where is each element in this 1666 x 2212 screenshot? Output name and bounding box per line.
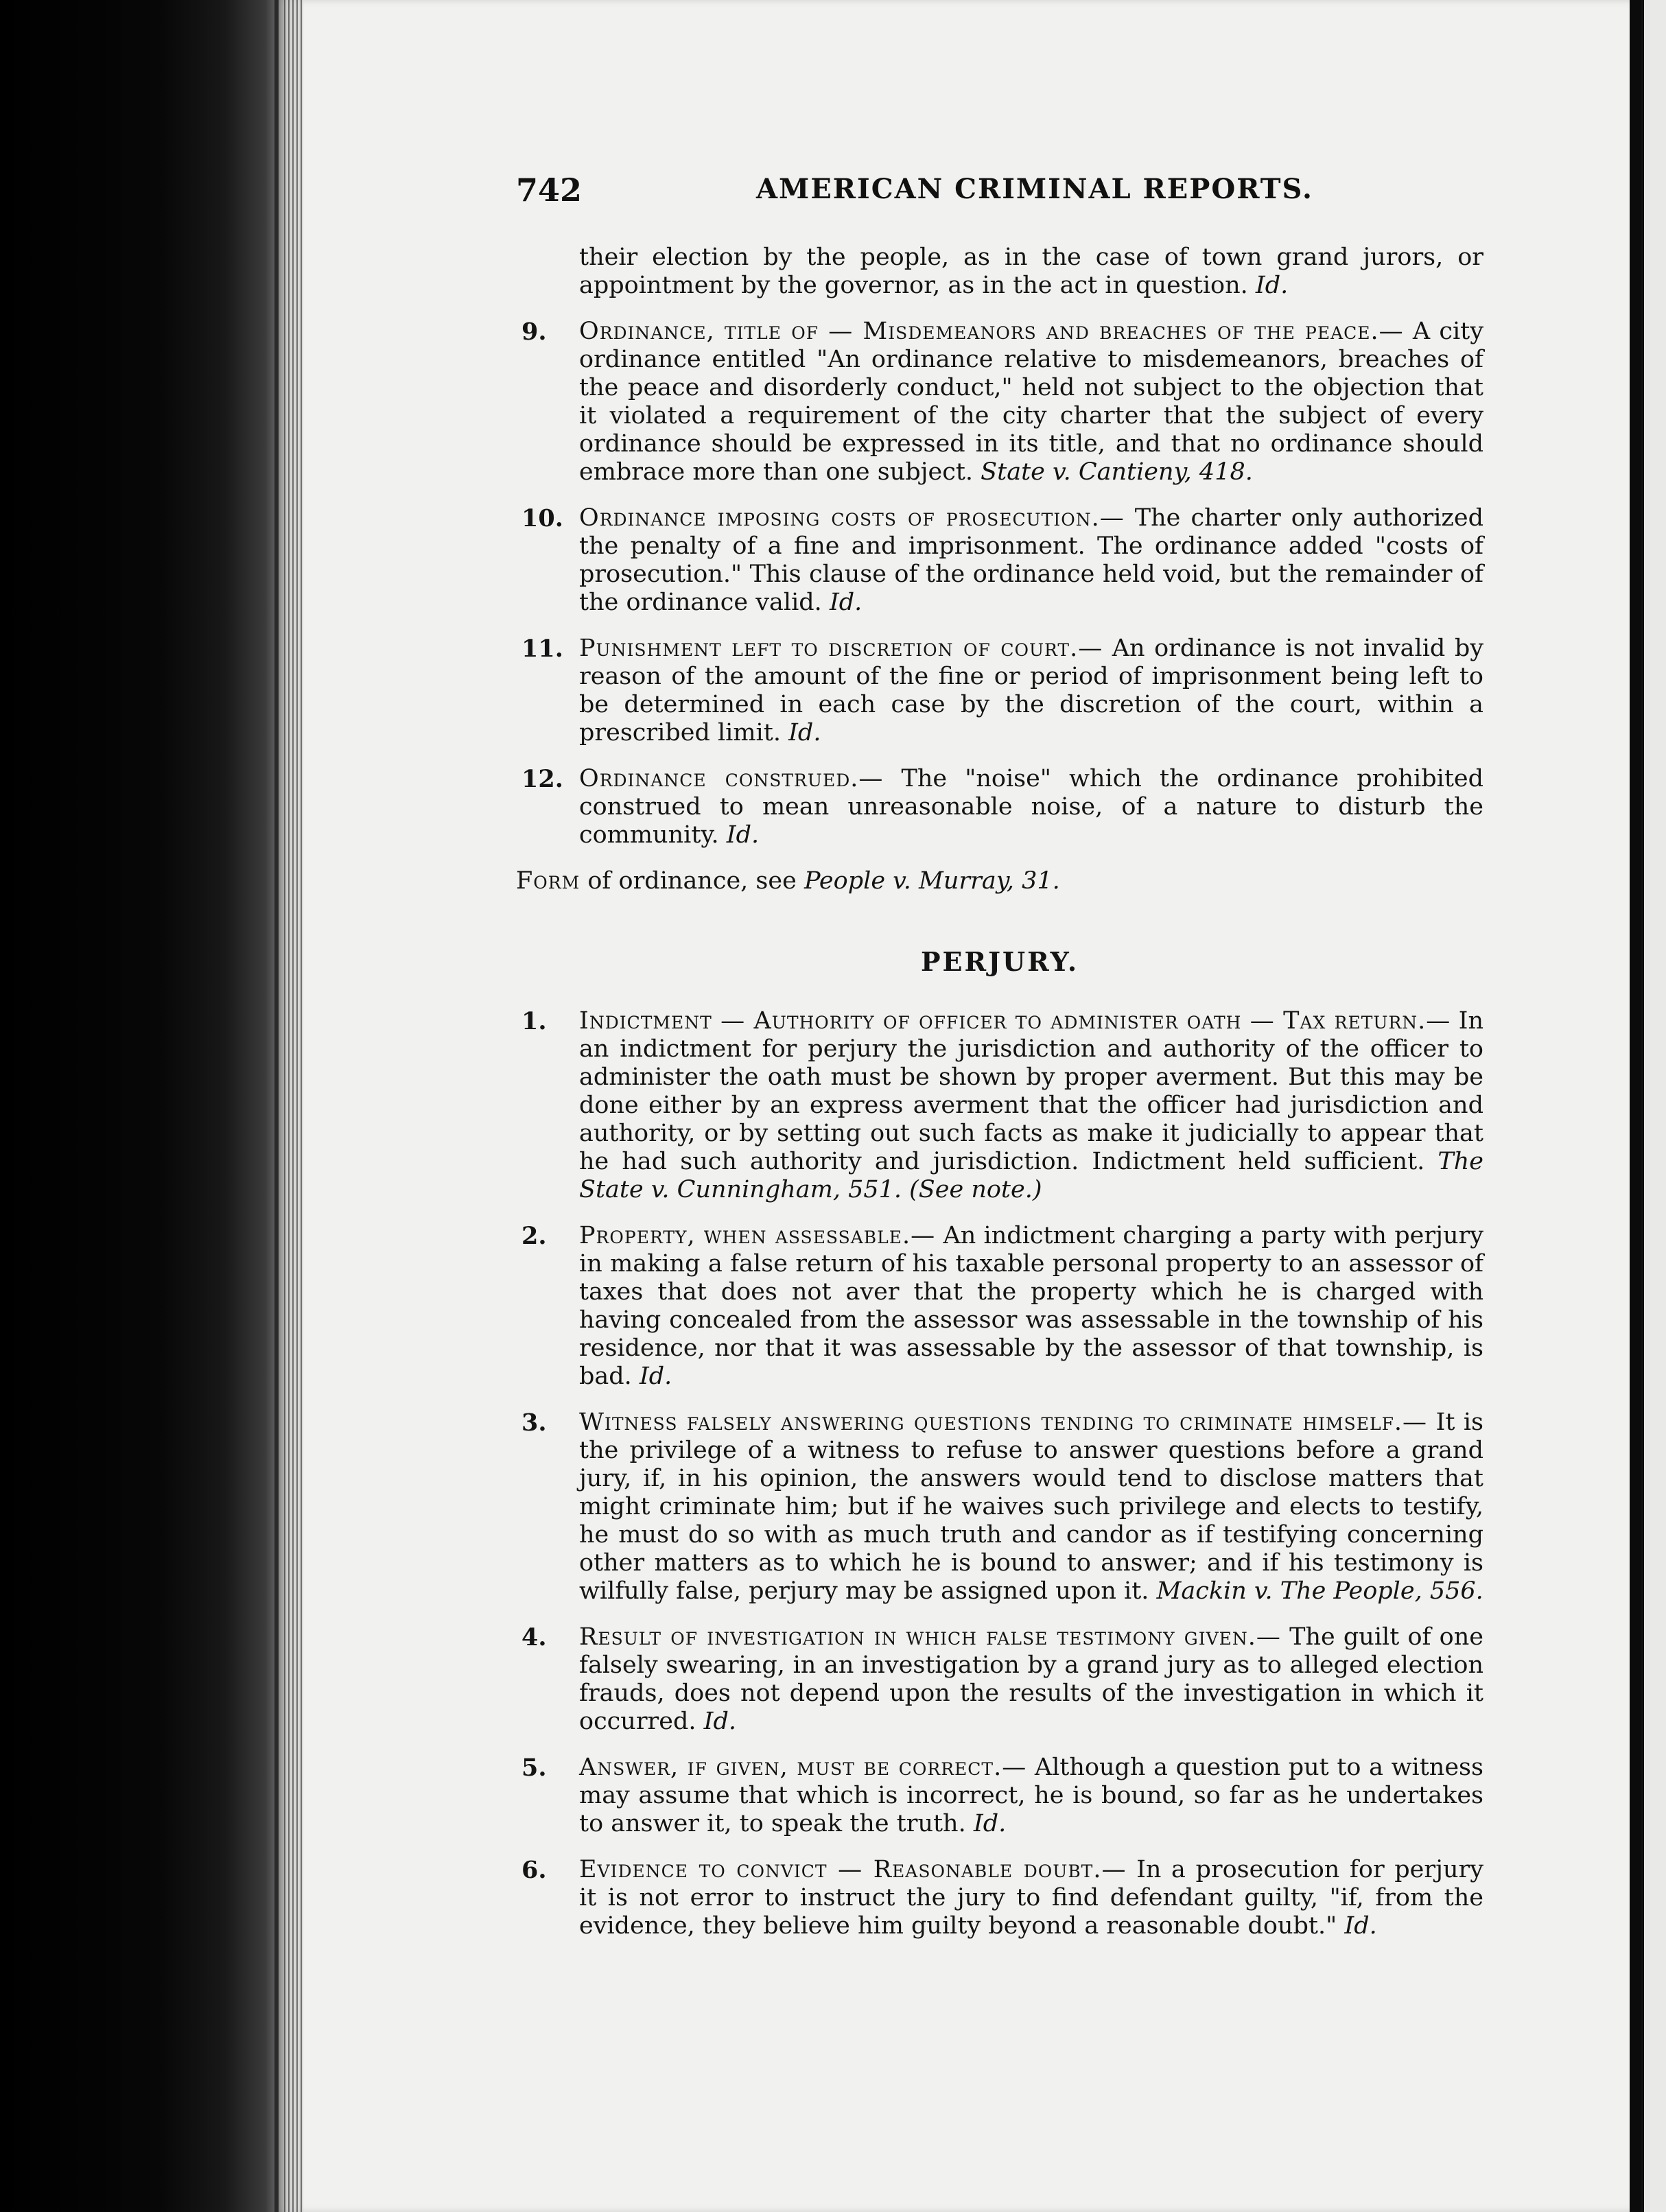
entry-number: 3. — [521, 1409, 547, 1437]
entry-number: 9. — [521, 318, 547, 346]
entry-number: 2. — [521, 1222, 547, 1250]
perjury-entry — [516, 1856, 1483, 1940]
ordinance-entry — [516, 765, 1483, 849]
ordinance-entry — [516, 318, 1483, 486]
page-header — [516, 172, 1483, 220]
continued-text: their election by the people, as in the case of town grand jurors, or appointment by the governor, as in the act in question. — [579, 244, 1483, 299]
entry-heading: Ordinance imposing costs of prosecution.— — [579, 504, 1125, 532]
entry-number: 5. — [521, 1754, 547, 1782]
cross-reference-line — [516, 867, 1483, 895]
entry-heading: Ordinance construed.— — [579, 765, 884, 792]
perjury-entry — [516, 1754, 1483, 1838]
text-column — [516, 244, 1483, 1958]
case-reference: Id. — [703, 1708, 737, 1735]
perjury-entry — [516, 1007, 1483, 1204]
entry-heading: Indictment — Authority of officer to administer oath — Tax return.— — [579, 1007, 1451, 1035]
continued-paragraph — [516, 244, 1483, 300]
case-reference: People v. Murray, 31. — [803, 867, 1060, 895]
case-reference: Id. — [1255, 272, 1289, 299]
entry-number: 4. — [521, 1623, 547, 1651]
case-reference: Id. — [829, 589, 863, 616]
case-reference: Mackin v. The People, 556. — [1156, 1577, 1483, 1605]
entry-heading: Evidence to convict — Reasonable doubt.— — [579, 1856, 1127, 1883]
entry-text: In a prosecution for perjury it is not error to instruct the jury to find defendant guilty, "if, from the evidence, they believe him guilty beyond a reasonable doubt." — [579, 1856, 1483, 1940]
entry-heading: Witness falsely answering questions tending to criminate himself.— — [579, 1409, 1428, 1436]
facing-page-edge — [1641, 0, 1666, 2212]
entry-text: It is the privilege of a witness to refuse to answer questions before a grand jury, if, in his opinion, the answers would tend to disclose matters that might criminate him; but if he waives such privilege and elects to testify, he must do so with as much truth and candor as if testifying concerning other matters as to which he is bound to answer; and if his testimony is wilfully false, perjury may be assigned upon it. — [579, 1409, 1483, 1605]
entry-text: A city ordinance entitled "An ordinance relative to misdemeanors, breaches of the peace and disorderly conduct," held not subject to the objection that it violated a requirement of the city charter that the subject of every ordinance should be expressed in its title, and that no ordinance should embrace more than one subject. — [579, 318, 1483, 486]
entry-number: 1. — [521, 1007, 547, 1035]
entry-heading: Property, when assessable.— — [579, 1222, 936, 1249]
entry-heading: Punishment left to discretion of court.— — [579, 635, 1103, 662]
perjury-entry — [516, 1409, 1483, 1605]
entry-number: 12. — [521, 765, 563, 793]
case-reference: State v. Cantieny, 418. — [981, 458, 1253, 486]
entry-text: The guilt of one falsely swearing, in an investigation by a grand jury as to alleged election frauds, does not depend upon the results of the investigation in which it occurred. — [579, 1623, 1483, 1735]
ordinance-entry — [516, 635, 1483, 747]
entry-text: An indictment charging a party with perjury in making a false return of his taxable personal property to an assessor of taxes that does not aver that the property which he is charged with having concealed from the assessor was assessable in the township of his residence, nor that it was assessable by the assessor of that township, is bad. — [579, 1222, 1483, 1390]
case-reference: Id. — [788, 719, 821, 746]
entry-heading: Result of investigation in which false testimony given.— — [579, 1623, 1281, 1651]
entry-text: An ordinance is not invalid by reason of the amount of the fine or period of imprisonment being left to be determined in each case by the discretion of the court, within a prescribed limit. — [579, 635, 1483, 746]
entry-text: The "noise" which the ordinance prohibited construed to mean unreasonable noise, of a nature to disturb the community. — [579, 765, 1484, 849]
entry-number: 6. — [521, 1856, 547, 1884]
cross-reference-text: of ordinance, see — [587, 867, 797, 895]
entry-text: Although a question put to a witness may assume that which is incorrect, he is bound, so far as he undertakes to answer it, to speak the truth. — [579, 1754, 1483, 1837]
entry-number: 10. — [521, 504, 563, 532]
case-reference: Id. — [1344, 1912, 1377, 1940]
entry-heading: Answer, if given, must be correct.— — [579, 1754, 1027, 1781]
section-title: PERJURY. — [920, 946, 1079, 977]
perjury-entry — [516, 1222, 1483, 1391]
entry-text: In an indictment for perjury the jurisdiction and authority of the officer to administer the oath must be shown by proper averment. But this may be done either by an express averment that the officer had jurisdiction and authority, or by setting out such facts as make it judicially to appear that he had such authority and jurisdiction. Indictment held sufficient. — [579, 1007, 1483, 1175]
page-number: 742 — [516, 172, 583, 209]
entry-heading: Ordinance, title of — Misdemeanors and breaches of the peace.— — [579, 318, 1404, 345]
book-spine-shadow — [0, 0, 288, 2212]
running-head: AMERICAN CRIMINAL REPORTS. — [756, 173, 1313, 205]
page-edge-lines — [284, 0, 303, 2212]
case-reference: The State v. Cunningham, 551. (See note.) — [579, 1148, 1483, 1203]
ordinance-entries — [516, 318, 1483, 849]
entry-number: 11. — [521, 635, 563, 663]
cross-reference-lead: Form — [516, 867, 580, 895]
case-reference: Id. — [726, 821, 760, 849]
entry-text: The charter only authorized the penalty of a fine and imprisonment. The ordinance added "costs of prosecution." This clause of the ordinance held void, but the remainder of the ordinance valid. — [579, 504, 1483, 616]
case-reference: Id. — [973, 1810, 1007, 1837]
ordinance-entry — [516, 504, 1483, 617]
case-reference: Id. — [639, 1363, 672, 1390]
perjury-entries — [516, 1007, 1483, 1940]
perjury-entry — [516, 1623, 1483, 1736]
